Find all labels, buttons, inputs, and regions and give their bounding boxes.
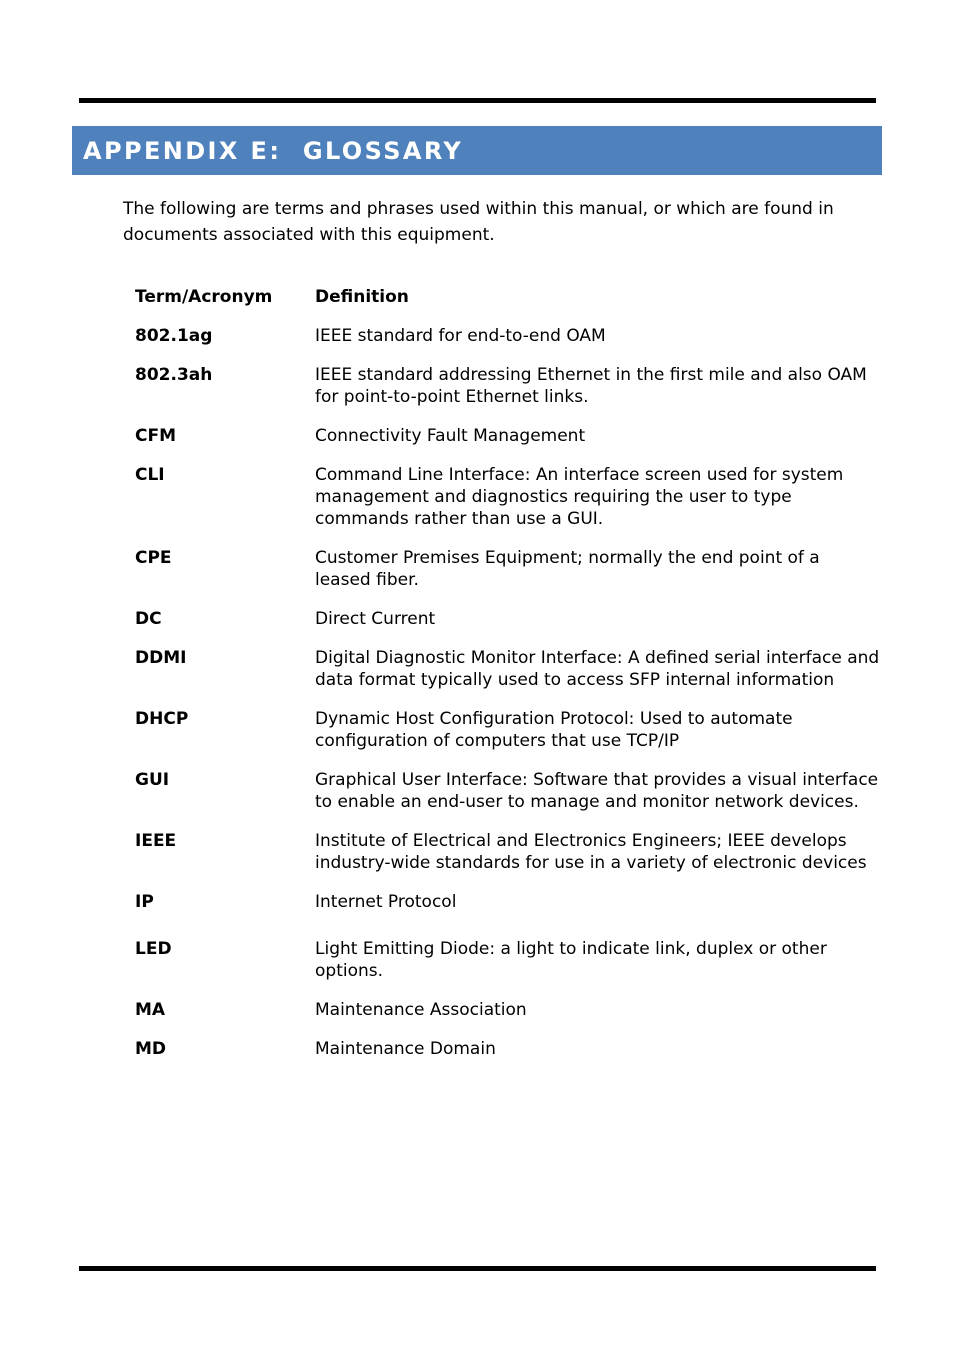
intro-paragraph: The following are terms and phrases used within this manual, or which are found in documents associated with this equipment. <box>123 199 834 245</box>
glossary-definition: Direct Current <box>315 609 436 629</box>
glossary-definition: Internet Protocol <box>315 892 457 912</box>
glossary-row <box>135 999 880 1021</box>
glossary-term: CFM <box>135 426 177 446</box>
bottom-rule <box>79 1266 876 1271</box>
glossary-term: DC <box>135 609 162 629</box>
glossary-row <box>135 647 880 691</box>
glossary-definition: Graphical User Interface: Software that provides a visual interface to enable an end-user to manage and monitor network devices. <box>315 770 879 812</box>
glossary-row <box>135 325 880 347</box>
glossary-definition: Maintenance Domain <box>315 1039 496 1059</box>
glossary-row <box>135 608 880 630</box>
glossary-row <box>135 425 880 447</box>
glossary-definition: Command Line Interface: An interface screen used for system management and diagnostics requiring the user to type commands rather than use a GUI. <box>315 465 844 529</box>
glossary-term: IEEE <box>135 831 177 851</box>
glossary-term: 802.3ah <box>135 365 213 385</box>
glossary-row <box>135 1038 880 1060</box>
glossary-definition: IEEE standard addressing Ethernet in the first mile and also OAM for point-to-point Ethernet links. <box>315 365 867 407</box>
glossary-term: IP <box>135 892 154 912</box>
glossary-definition: IEEE standard for end-to-end OAM <box>315 326 606 346</box>
glossary-term: DDMI <box>135 648 187 668</box>
glossary-term: CLI <box>135 465 165 485</box>
glossary-row <box>135 364 880 408</box>
glossary-row <box>135 769 880 813</box>
glossary-definition: Light Emitting Diode: a light to indicate link, duplex or other options. <box>315 939 827 981</box>
glossary-table <box>135 286 880 1060</box>
glossary-term: DHCP <box>135 709 189 729</box>
glossary-term: GUI <box>135 770 170 790</box>
section-heading-bar <box>72 126 882 175</box>
glossary-term: CPE <box>135 548 172 568</box>
glossary-row <box>135 708 880 752</box>
glossary-term: LED <box>135 939 172 959</box>
section-title: APPENDIX E: GLOSSARY <box>83 136 464 165</box>
glossary-term: MD <box>135 1039 167 1059</box>
top-rule <box>79 98 876 103</box>
glossary-row <box>135 891 880 913</box>
glossary-definition: Dynamic Host Configuration Protocol: Used to automate configuration of computers that use TCP/IP <box>315 709 793 751</box>
glossary-definition: Customer Premises Equipment; normally the end point of a leased fiber. <box>315 548 820 590</box>
glossary-definition: Digital Diagnostic Monitor Interface: A defined serial interface and data format typically used to access SFP internal information <box>315 648 880 690</box>
term-column-header: Term/Acronym <box>135 287 273 307</box>
glossary-term: 802.1ag <box>135 326 213 346</box>
glossary-row <box>135 938 880 982</box>
glossary-term: MA <box>135 1000 166 1020</box>
glossary-row <box>135 830 880 874</box>
glossary-header-row <box>135 286 880 308</box>
glossary-definition: Connectivity Fault Management <box>315 426 586 446</box>
glossary-row <box>135 547 880 591</box>
glossary-row <box>135 464 880 530</box>
definition-column-header: Definition <box>315 287 409 307</box>
glossary-definition: Institute of Electrical and Electronics Engineers; IEEE develops industry-wide standards for use in a variety of electronic devices <box>315 831 867 873</box>
glossary-definition: Maintenance Association <box>315 1000 527 1020</box>
